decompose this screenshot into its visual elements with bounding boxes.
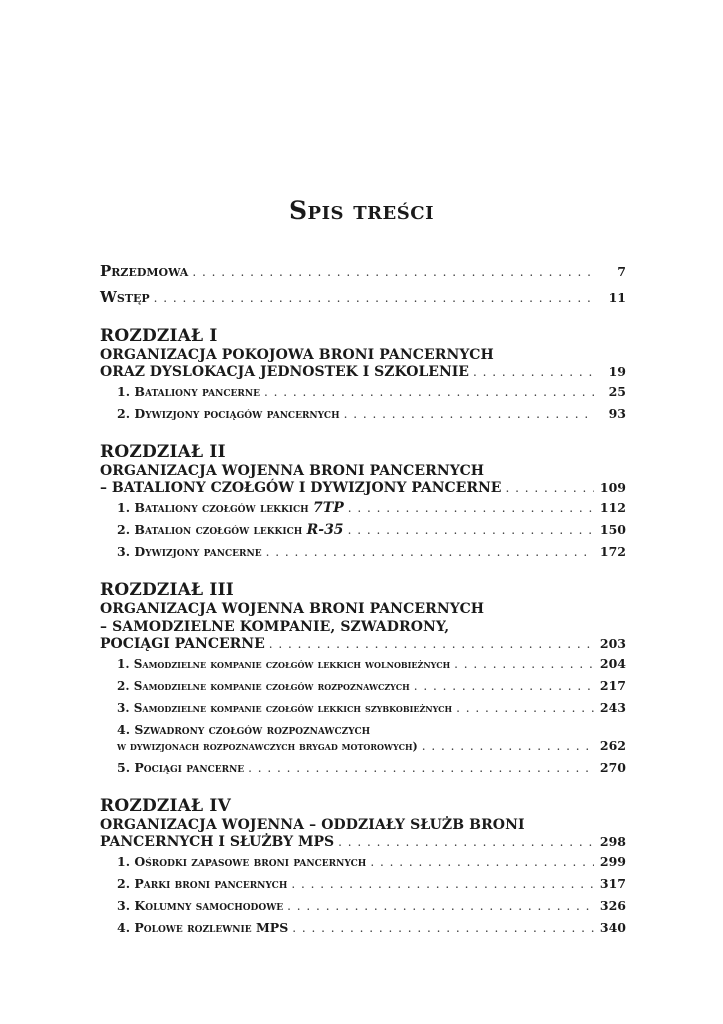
- page-number: 172: [599, 544, 626, 559]
- chapter-title-line: PANCERNYCH I SŁUŻBY MPS: [100, 834, 335, 850]
- dot-leader: [473, 365, 594, 379]
- page-number: 25: [608, 384, 626, 399]
- dot-leader: [192, 265, 594, 279]
- dot-leader: [338, 835, 594, 849]
- page-number: 326: [599, 898, 626, 913]
- toc-entry-section[interactable]: [100, 500, 626, 522]
- page-title: Spis treści: [288, 196, 435, 225]
- page-number: 11: [608, 290, 626, 305]
- page-number: 19: [608, 364, 626, 379]
- table-of-contents: [100, 262, 626, 942]
- entry-label-text: 1. Bataliony czołgów lekkich: [117, 500, 314, 515]
- toc-entry-section[interactable]: [100, 760, 626, 782]
- dot-leader: [287, 899, 594, 913]
- chapter-title-line: ORGANIZACJA POKOJOWA BRONI PANCERNYCH: [100, 347, 494, 363]
- page-number: 298: [599, 834, 626, 849]
- page-number: 340: [599, 920, 626, 935]
- entry-label: 5. Pociągi pancerne: [117, 760, 245, 775]
- toc-entry-section[interactable]: [100, 656, 626, 678]
- chapter-title-line: – SAMODZIELNE KOMPANIE, SZWADRONY,: [100, 619, 450, 635]
- dot-leader: [248, 761, 594, 775]
- entry-label: Wstęp: [100, 288, 150, 306]
- chapter-heading: ROZDZIAŁ I: [100, 326, 218, 346]
- page-number: 243: [599, 700, 626, 715]
- page-number: 7: [617, 264, 626, 279]
- page-number: 317: [599, 876, 626, 891]
- chapter-title-line: ORAZ DYSLOKACJA JEDNOSTEK I SZKOLENIE: [100, 364, 469, 380]
- entry-label: 2. Samodzielne kompanie czołgów rozpoznawczych: [117, 679, 410, 693]
- dot-leader: [269, 637, 594, 651]
- dot-leader: [292, 921, 594, 935]
- chapter-title-line: ORGANIZACJA WOJENNA – ODDZIAŁY SŁUŻB BRONI: [100, 817, 525, 833]
- toc-entry-section[interactable]: [100, 544, 626, 566]
- chapter-heading: ROZDZIAŁ III: [100, 580, 234, 600]
- entry-label: 1. Ośrodki zapasowe broni pancernych: [117, 854, 367, 869]
- page-number: 203: [599, 636, 626, 651]
- toc-entry-introduction[interactable]: [100, 288, 626, 312]
- dot-leader: [154, 291, 594, 305]
- page-number: 262: [599, 738, 626, 753]
- entry-label: [117, 522, 344, 538]
- toc-entry-section[interactable]: [100, 678, 626, 700]
- toc-entry-section[interactable]: [100, 876, 626, 898]
- entry-label: 3. Samodzielne kompanie czołgów lekkich szybkobieżnych: [117, 701, 453, 715]
- toc-entry-chapter-4[interactable]: [100, 834, 626, 854]
- chapter-3: [100, 580, 626, 782]
- chapter-heading: ROZDZIAŁ II: [100, 442, 226, 462]
- page-number: 204: [599, 656, 626, 671]
- dot-leader: [454, 657, 594, 671]
- toc-entry-section[interactable]: [100, 700, 626, 722]
- toc-entry-section-multiline[interactable]: [100, 722, 626, 760]
- toc-entry-chapter-1[interactable]: [100, 364, 626, 384]
- dot-leader: [266, 545, 594, 559]
- toc-entry-section[interactable]: [100, 920, 626, 942]
- entry-label-continued: w dywizjonach rozpoznawczych brygad motorowych): [117, 740, 418, 753]
- model-name: R-35: [306, 522, 344, 538]
- dot-leader: [348, 501, 594, 515]
- chapter-title-line: POCIĄGI PANCERNE: [100, 636, 265, 652]
- toc-entry-chapter-3[interactable]: [100, 636, 626, 656]
- entry-label: 4. Polowe rozlewnie MPS: [117, 920, 289, 935]
- entry-continuation: [117, 738, 626, 760]
- entry-label: 2. Dywizjony pociągów pancernych: [117, 406, 340, 421]
- page-number: 299: [599, 854, 626, 869]
- dot-leader: [344, 407, 594, 421]
- chapter-4: [100, 796, 626, 942]
- entry-label: Przedmowa: [100, 262, 189, 280]
- page-number: 270: [599, 760, 626, 775]
- entry-label: 1. Bataliony pancerne: [117, 384, 260, 399]
- toc-entry-chapter-2[interactable]: [100, 480, 626, 500]
- page-number: 109: [599, 480, 626, 495]
- chapter-1: [100, 326, 626, 428]
- entry-label: 4. Szwadrony czołgów rozpoznawczych: [117, 722, 371, 737]
- dot-leader: [291, 877, 594, 891]
- toc-entry-section[interactable]: [100, 384, 626, 406]
- toc-entry-section[interactable]: [100, 854, 626, 876]
- dot-leader: [505, 481, 594, 495]
- dot-leader: [348, 523, 594, 537]
- entry-label: [117, 500, 344, 516]
- entry-label-text: 2. Batalion czołgów lekkich: [117, 522, 307, 537]
- dot-leader: [370, 855, 594, 869]
- dot-leader: [414, 679, 594, 693]
- toc-entry-section[interactable]: [100, 898, 626, 920]
- dot-leader: [456, 701, 594, 715]
- entry-label: 3. Dywizjony pancerne: [117, 544, 262, 559]
- toc-entry-preface[interactable]: [100, 262, 626, 286]
- page-number: 93: [608, 406, 626, 421]
- entry-label: 2. Parki broni pancernych: [117, 876, 288, 891]
- dot-leader: [264, 385, 594, 399]
- entry-label: 1. Samodzielne kompanie czołgów lekkich wolnobieżnych: [117, 657, 451, 671]
- toc-entry-section[interactable]: [100, 406, 626, 428]
- entry-label: 3. Kolumny samochodowe: [117, 898, 284, 913]
- model-name: 7TP: [313, 500, 344, 516]
- page-number: 217: [599, 678, 626, 693]
- chapter-2: [100, 442, 626, 566]
- chapter-title-line: ORGANIZACJA WOJENNA BRONI PANCERNYCH: [100, 463, 485, 479]
- toc-entry-section[interactable]: [100, 522, 626, 544]
- chapter-title-line: ORGANIZACJA WOJENNA BRONI PANCERNYCH: [100, 601, 485, 617]
- chapter-heading: ROZDZIAŁ IV: [100, 796, 231, 816]
- chapter-title-line: – BATALIONY CZOŁGÓW I DYWIZJONY PANCERNE: [100, 480, 502, 496]
- page-number: 112: [599, 500, 626, 515]
- page-number: 150: [599, 522, 626, 537]
- dot-leader: [422, 739, 594, 753]
